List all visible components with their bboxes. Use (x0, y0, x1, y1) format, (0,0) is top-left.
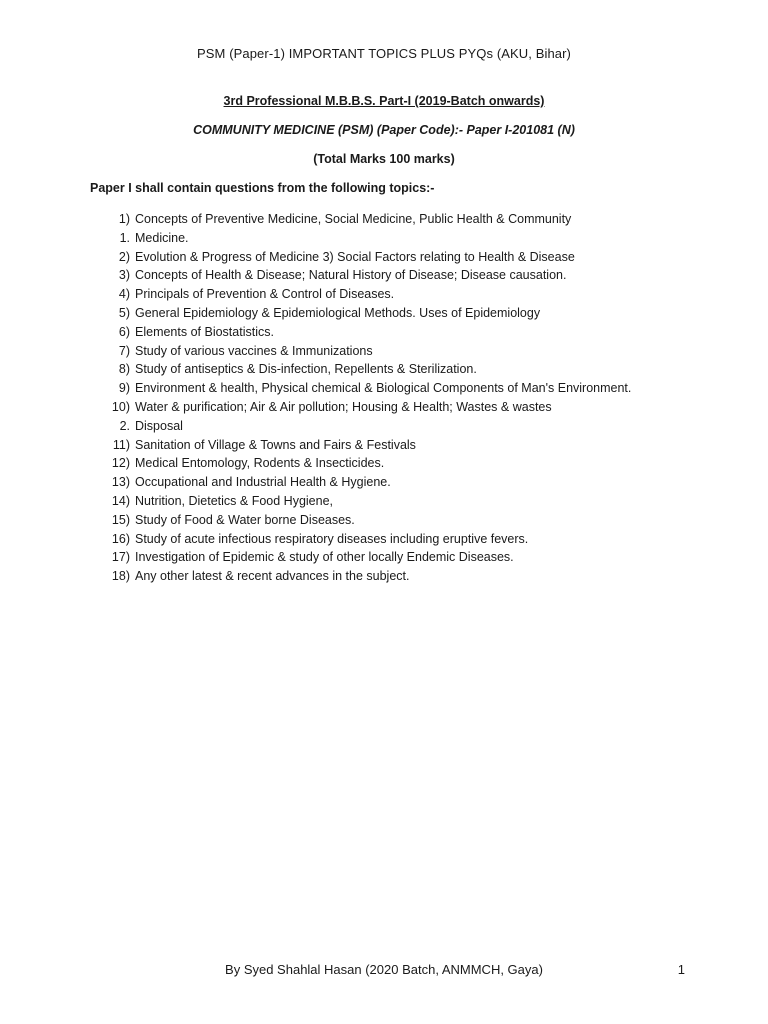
topic-number: 13) (111, 475, 130, 490)
topic-number: 18) (111, 569, 130, 584)
topic-number: 2) (118, 249, 130, 264)
topic-number: 17) (111, 550, 130, 565)
topic-text: Study of antiseptics & Dis-infection, Repellents & Sterilization. (135, 362, 477, 377)
topic-text: Elements of Biostatistics. (135, 324, 274, 339)
topic-text: Water & purification; Air & Air pollution; Housing & Health; Wastes & wastes (135, 399, 552, 414)
topic-number: 2. (119, 418, 130, 433)
topic-text: Study of Food & Water borne Diseases. (135, 512, 355, 527)
topic-number: 10) (111, 399, 130, 414)
topic-text: Medicine. (135, 230, 189, 245)
topic-number: 15) (111, 512, 130, 527)
topic-number: 12) (111, 456, 130, 471)
page-number: 1 (677, 962, 685, 977)
topic-number: 8) (118, 362, 130, 377)
topic-text: Principals of Prevention & Control of Diseases. (135, 287, 395, 302)
topic-number: 3) (118, 268, 130, 283)
topic-number: 6) (118, 324, 130, 339)
topic-number: 1. (119, 230, 130, 245)
topic-text: Concepts of Preventive Medicine, Social Medicine, Public Health & Community (135, 212, 572, 226)
total-marks: (Total Marks 100 marks) (313, 152, 455, 166)
topic-text: Any other latest & recent advances in the subject. (135, 569, 410, 584)
topic-text: Study of various vaccines & Immunizations (135, 343, 373, 358)
topic-number: 7) (118, 343, 130, 358)
topic-number: 14) (111, 493, 130, 508)
topic-number: 11) (112, 437, 130, 452)
topic-text: Disposal (135, 418, 183, 433)
topic-text: Environment & health, Physical chemical & Biological Components of Man's Environment. (135, 381, 632, 396)
topic-text: Occupational and Industrial Health & Hygiene. (135, 475, 391, 490)
topics-intro: Paper I shall contain questions from the following topics:- (90, 181, 435, 195)
topic-number: 4) (118, 287, 130, 302)
topic-text: Nutrition, Dietetics & Food Hygiene, (135, 493, 334, 508)
topic-number: 5) (118, 305, 130, 320)
topic-number: 9) (118, 381, 130, 396)
document-title: 3rd Professional M.B.B.S. Part-I (2019-Batch onwards) (223, 94, 545, 108)
topic-text: Concepts of Health & Disease; Natural History of Disease; Disease causation. (135, 268, 567, 283)
topic-text: Medical Entomology, Rodents & Insecticides. (135, 456, 385, 471)
topic-text: General Epidemiology & Epidemiological Methods. Uses of Epidemiology (135, 305, 541, 320)
topic-text: Study of acute infectious respiratory diseases including eruptive fevers. (135, 531, 529, 546)
subject-title: COMMUNITY MEDICINE (PSM) (Paper Code):- Paper I-201081 (N) (193, 123, 575, 137)
topic-text: Investigation of Epidemic & study of other locally Endemic Diseases. (135, 550, 514, 565)
page-footer: By Syed Shahlal Hasan (2020 Batch, ANMMCH, Gaya) (225, 962, 543, 977)
topic-text: Sanitation of Village & Towns and Fairs & Festivals (135, 437, 416, 452)
topic-text: Evolution & Progress of Medicine 3) Social Factors relating to Health & Disease (135, 249, 575, 264)
topic-number: 1) (118, 212, 130, 226)
page-header: PSM (Paper-1) IMPORTANT TOPICS PLUS PYQs (AKU, Bihar) (197, 46, 571, 61)
topic-number: 16) (111, 531, 130, 546)
